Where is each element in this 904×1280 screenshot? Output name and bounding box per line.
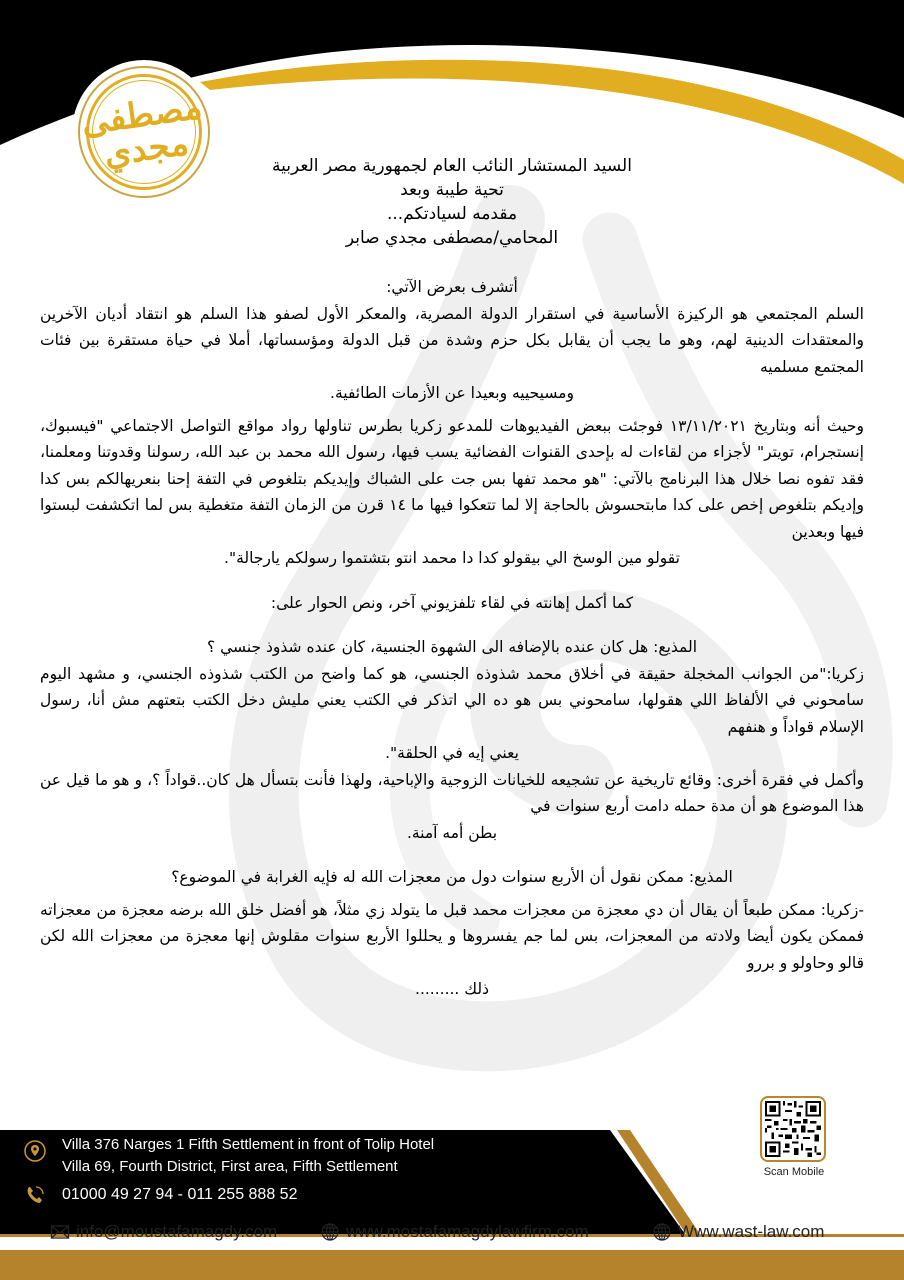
globe-icon (652, 1222, 672, 1242)
location-pin-icon (24, 1140, 46, 1162)
paragraph-4: وأكمل في فقرة أخرى: وقائع تاريخية عن تشجيعه للخيانات الزوجية والإباحية، ولهذا فأنت بتسأل هل كان..قواداً ؟، و هو ما قيل عن هذا الموضوع هو أن مدة حمله دامت أربع سنوات في (40, 770, 864, 815)
phone-numbers: 01000 49 27 94 - 011 255 888 52 (62, 1186, 298, 1203)
website-2-text: Www.wast-law.com (678, 1222, 825, 1241)
intro-line: أتشرف بعرض الآتي: (386, 278, 518, 296)
question-1: المذيع: هل كان عنده بالإضافه الى الشهوة الجنسية، كان عنده شذوذ جنسي ؟ (206, 638, 698, 656)
paragraph-3: كما أكمل إهانته في لقاء تلفزيوني آخر، ونص الحوار على: (270, 593, 634, 612)
paragraph-2: وحيث أنه وبتاريخ ١٣/١١/٢٠٢١ فوجئت ببعض الفيديوهات للمدعو زكريا بطرس تناولها رواد مواقع التواصل الاجتماعي "فيسبوك، إنستجرام، تويتر" لأجزاء من لقاءات له بإحدى القنوات الفضائية يسب فيها، رسول الله محمد بن عبد الله، رسولنا وقدوتنا ومعلمنا، فقد تفوه نصا خلال هذا البرنامج بالآتي: "هو محمد تفها بس جت على الشباك وإيديكم بتلغوص في التفة إحنا بنعريهالكم بس كدا وإديكم بتلغوص إخص على كدا مابتحسوش بالحاجة إلا لما تتعكوا فيها ما ١٤ قرن من الزمان التفة متغطية بس لما اتكشفت لبستوا فيها وبعدين (40, 416, 864, 541)
question-2: المذيع: ممكن نقول أن الأربع سنوات دول من معجزات الله له فإيه الغرابة في الموضوع؟ (171, 868, 733, 886)
logo-seal (74, 62, 214, 202)
email-text: info@moustafamagdy.com (76, 1222, 278, 1241)
lawyer-name-line: المحامي/مصطفى مجدي صابر (345, 228, 559, 248)
answer-2: -زكريا: ممكن طبعاً أن يقال أن دي معجزة من معجزات محمد قبل ما يتولد زي مثلاً، هو أفضل خلق الله برضه معجزة من معجزاته فممكن يكون أيضا ولادته من المعجزات، بس لما جم يفسروها و يحللوا الأربع سنوات مقلوش إنها معجزة من معجزات الله لكن قالو وحاولو و بررو (40, 900, 864, 972)
address-line-2: Villa 69, Fourth District, First area, Fifth Settlement (62, 1158, 398, 1175)
website-link-1[interactable] (320, 1222, 589, 1242)
website-link-2[interactable] (652, 1222, 824, 1242)
footer-bottom-band (0, 1250, 904, 1280)
address-line-1: Villa 376 Narges 1 Fifth Settlement in front of Tolip Hotel (62, 1136, 435, 1153)
addressee-line: السيد المستشار النائب العام لجمهورية مصر العربية (272, 156, 632, 176)
phone-icon (24, 1184, 46, 1206)
paragraph-1-end: ومسيحييه وبعيدا عن الأزمات الطائفية. (330, 384, 574, 402)
answer-1: زكريا:"من الجوانب المخجلة حقيقة في أخلاق محمد شذوذه الجنسي، هو كما واضح من الكتب شذوذه الجنسي، و مشهد اليوم سامحوني في الألفاظ اللي هقولها، سامحوني بس هو ده الي اتذكر في الكتب يعني مليش دخل الكتب بتعتهم مش أنا، رسول الإسلام قواداً و هنفهم (40, 664, 864, 736)
mail-icon (50, 1222, 70, 1242)
letter-content (40, 150, 864, 1003)
paragraph-1: السلم المجتمعي هو الركيزة الأساسية في استقرار الدولة المصرية، والمعكر الأول لصفو هذا السلم هو انتقاد أديان الآخرين والمعتقدات الدينية لهم، وهو ما يجب أن يقابل بكل حزم وشدة من قبل الدولة ومؤسساتها، أملا في حياة مستقرة بين فئات المجتمع مسلميه (40, 304, 864, 376)
paragraph-4-end: بطن أمه آمنة. (406, 823, 498, 842)
contact-bar (0, 1222, 904, 1248)
letter-body (40, 274, 864, 1003)
email-link[interactable] (50, 1222, 277, 1242)
answer-2-end: ذلك ......... (415, 980, 489, 998)
logo-calligraphy (74, 62, 214, 202)
globe-icon (320, 1222, 340, 1242)
qr-code-icon[interactable] (760, 1096, 826, 1162)
answer-1-end: يعني إيه في الحلقة". (385, 744, 519, 762)
qr-label: Scan Mobile (763, 1166, 825, 1178)
website-1-text: www.mostafamagdylawfirm.com (346, 1222, 589, 1241)
presented-line: مقدمه لسيادتكم... (386, 204, 518, 224)
salutation-line: تحية طيبة وبعد (400, 180, 504, 200)
logo-text: مصطفى مجدي (78, 86, 205, 175)
paragraph-2-end: تقولو مين الوسخ الي بيقولو كدا دا محمد انتو بتشتموا رسولكم يارجالة". (224, 549, 680, 567)
